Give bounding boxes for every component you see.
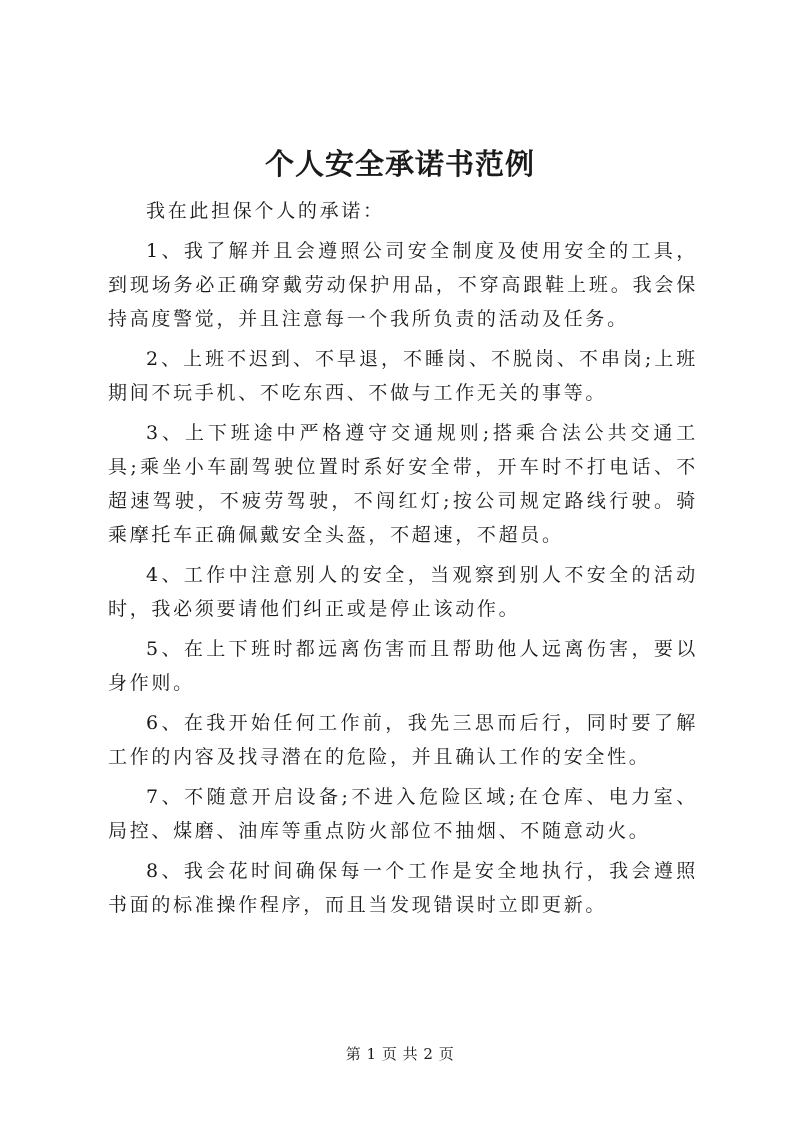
paragraph-item-7: 7、不随意开启设备;不进入危险区域;在仓库、电力室、局控、煤磨、油库等重点防火部位不抽烟、不随意动火。 xyxy=(108,786,698,842)
paragraph-item-2: 2、上班不迟到、不早退，不睡岗、不脱岗、不串岗;上班期间不玩手机、不吃东西、不做与工作无关的事等。 xyxy=(108,348,698,404)
paragraph-intro: 我在此担保个人的承诺： xyxy=(146,200,385,222)
page-indicator: 第 1 页 共 2 页 xyxy=(345,1045,455,1063)
paragraph-item-8: 8、我会花时间确保每一个工作是安全地执行，我会遵照书面的标准操作程序，而且当发现错误时立即更新。 xyxy=(108,860,698,916)
paragraph-item-5: 5、在上下班时都远离伤害而且帮助他人远离伤害，要以身作则。 xyxy=(108,638,698,694)
paragraph-item-6: 6、在我开始任何工作前，我先三思而后行，同时要了解工作的内容及找寻潜在的危险，并且确认工作的安全性。 xyxy=(108,712,698,768)
page-footer xyxy=(0,1044,800,1064)
document-body xyxy=(108,194,698,928)
document-title: 个人安全承诺书范例 xyxy=(264,147,535,181)
paragraph-item-3: 3、上下班途中严格遵守交通规则;搭乘合法公共交通工具;乘坐小车副驾驶位置时系好安全带，开车时不打电话、不超速驾驶，不疲劳驾驶，不闯红灯;按公司规定路线行驶。骑乘摩托车正确佩戴安全头盔，不超速，不超员。 xyxy=(108,422,698,546)
paragraph-item-4: 4、工作中注意别人的安全，当观察到别人不安全的活动时，我必须要请他们纠正或是停止该动作。 xyxy=(108,564,698,620)
paragraph-item-1: 1、我了解并且会遵照公司安全制度及使用安全的工具，到现场务必正确穿戴劳动保护用品，不穿高跟鞋上班。我会保持高度警觉，并且注意每一个我所负责的活动及任务。 xyxy=(108,240,698,330)
